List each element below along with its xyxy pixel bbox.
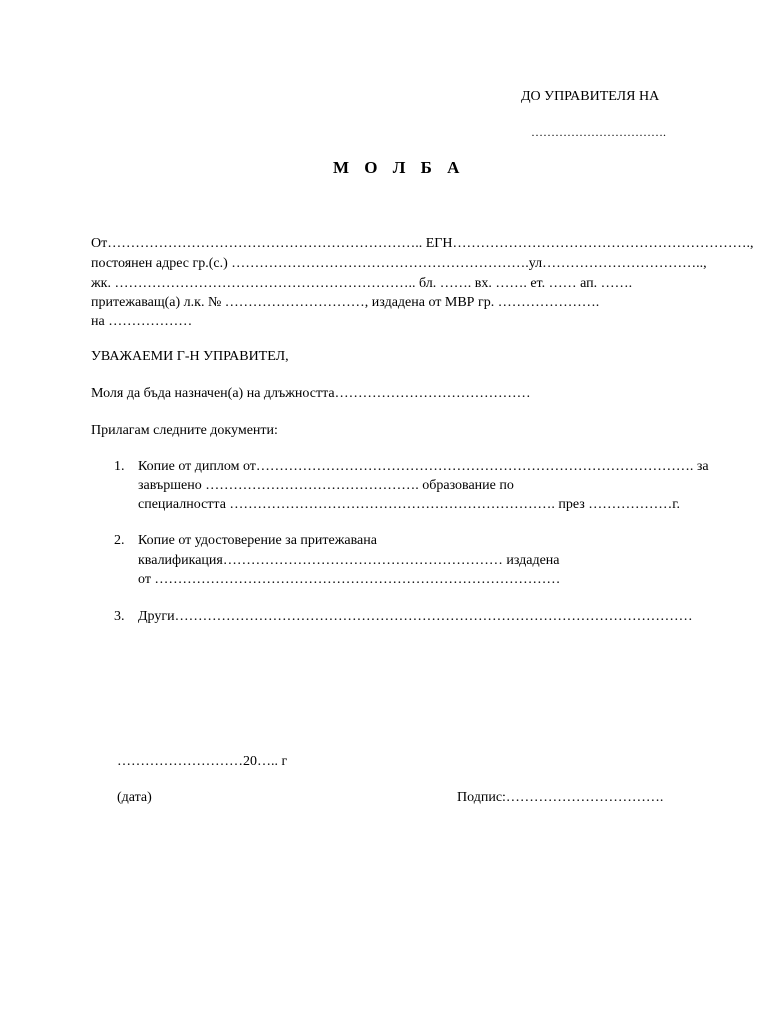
request-line: Моля да бъда назначен(а) на длъжността…………………………………… [91,386,531,401]
applicant-name-egn-line: От………………………………………………………….. ЕГН………………………………………………………., [91,236,754,251]
attachment-text-line: Копие от диплом от…………………………………………………………………………………. за [138,459,709,474]
attachment-number: 2. [114,533,125,548]
attachment-text-line: специалността ……………………………………………………………. през ………………г. [138,497,680,512]
salutation: УВАЖАЕМИ Г-Н УПРАВИТЕЛ, [91,349,289,364]
attachment-text-line: завършено ………………………………………. образование по [138,478,514,493]
date-line: ………………………20….. г [117,754,288,769]
document-title: М О Л Б А [333,158,465,177]
signature-line: Подпис:……………………………. [457,790,664,805]
attachment-text-line: квалификация…………………………………………………… издадена [138,553,560,568]
attachments-intro: Прилагам следните документи: [91,423,278,438]
attachment-number: 1. [114,459,125,474]
applicant-address-line: постоянен адрес гр.(с.) ……………………………………………………….ул…………………………….., [91,256,707,271]
applicant-id-date-line: на ……………… [91,314,193,329]
attachment-text-line: Други………………………………………………………………………………………………… [138,609,693,624]
applicant-id-card-line: притежаващ(а) л.к. № …………………………, издадена от МВР гр. …………………. [91,295,600,310]
attachment-number: 3. [114,609,125,624]
attachment-text-line: от …………………………………………………………………………… [138,572,561,587]
addressee-heading: ДО УПРАВИТЕЛЯ НА [521,89,660,104]
addressee-blank: ……………………………. [531,125,666,139]
applicant-district-line: жк. ……………………………………………………….. бл. ……. вх. ……. ет. …… ап. ……. [91,276,633,291]
date-label: (дата) [117,790,152,805]
attachment-text-line: Копие от удостоверение за притежавана [138,533,377,548]
